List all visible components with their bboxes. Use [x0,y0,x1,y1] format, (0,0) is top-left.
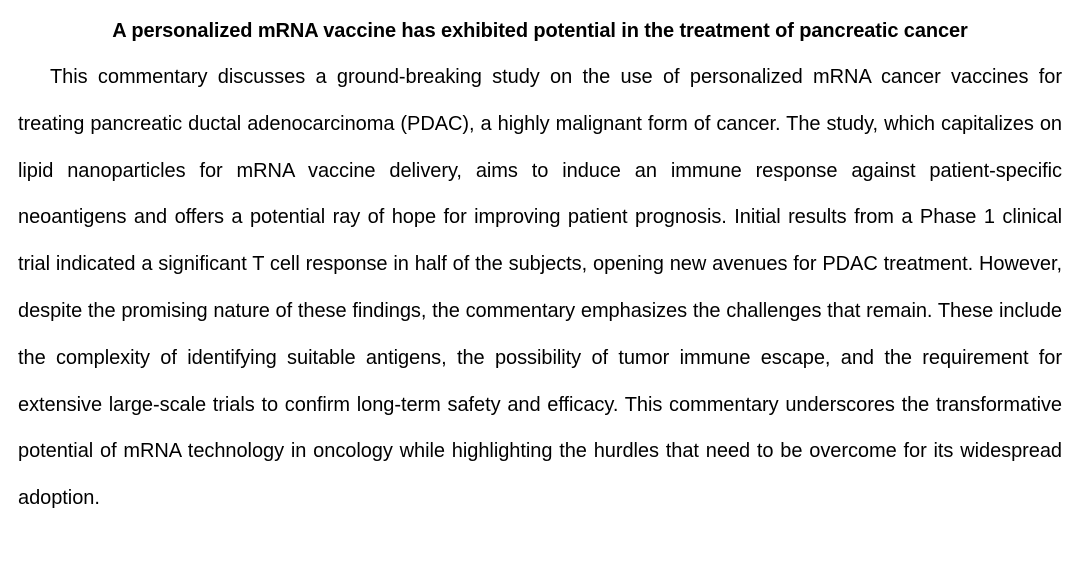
document-title: A personalized mRNA vaccine has exhibited potential in the treatment of pancreatic cancer [112,20,968,42]
abstract-paragraph: This commentary discusses a ground-breaking study on the use of personalized mRNA cancer vaccines for treating pancreatic ductal adenocarcinoma (PDAC), a highly malignant form of cancer. The study, which capitalizes on lipid nanoparticles for mRNA vaccine delivery, aims to induce an immune response against patient-specific neoantigens and offers a potential ray of hope for improving patient prognosis. Initial results from a Phase 1 clinical trial indicated a significant T cell response in half of the subjects, opening new avenues for PDAC treatment. However, despite the promising nature of these findings, the commentary emphasizes the challenges that remain. These include the complexity of identifying suitable antigens, the possibility of tumor immune escape, and the requirement for extensive large-scale trials to confirm long-term safety and efficacy. This commentary underscores the transformative potential of mRNA technology in oncology while highlighting the hurdles that need to be overcome for its widespread adoption. [18,66,1062,510]
